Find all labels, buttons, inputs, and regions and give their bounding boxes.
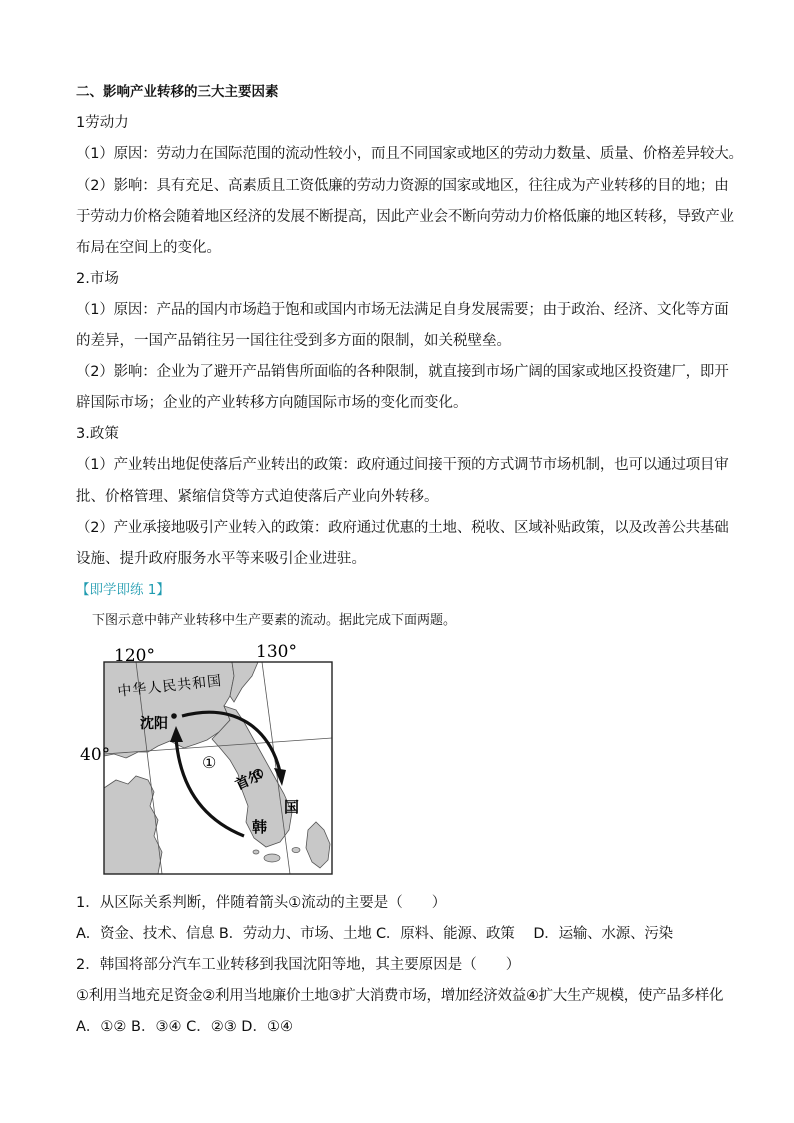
market-reason-line: 的差异，一国产品销往另一国往往受到多方面的限制，如关税壁垒。 <box>76 333 511 349</box>
policy-in-line: 设施、提升政府服务水平等来吸引企业进驻。 <box>76 551 366 567</box>
shenyang-dot <box>171 713 177 719</box>
practice-tag: 【即学即练 1】 <box>76 582 170 598</box>
label-120: 120° <box>114 646 155 666</box>
policy-in-line: （2）产业承接地吸引产业转入的政策：政府通过优惠的土地、税收、区域补贴政策，以及改善公共基础 <box>76 520 729 536</box>
labor-impact-line: 布局在空间上的变化。 <box>76 240 221 256</box>
labor-impact-line: 于劳动力价格会随着地区经济的发展不断提高，因此产业会不断向劳动力价格低廉的地区转移，导致产业 <box>76 209 734 225</box>
label-40: 40° <box>80 745 111 765</box>
labor-reason: （1）原因：劳动力在国际范围的流动性较小，而且不同国家或地区的劳动力数量、质量、价格差异较大。 <box>76 146 743 162</box>
question-2-items: ①利用当地充足资金②利用当地廉价土地③扩大消费市场，增加经济效益④扩大生产规模，使产品多样化 <box>76 988 724 1004</box>
policy-out-line: （1）产业转出地促使落后产业转出的政策：政府通过间接干预的方式调节市场机制，也可以通过项目审 <box>76 457 729 473</box>
question-2: 2．韩国将部分汽车工业转移到我国沈阳等地，其主要原因是（ ） <box>76 957 521 973</box>
policy-out-line: 批、价格管理、紧缩信贷等方式迫使落后产业向外转移。 <box>76 489 439 505</box>
market-reason-line: （1）原因：产品的国内市场趋于饱和或国内市场无法满足自身发展需要；由于政治、经济、文化等方面 <box>76 302 729 318</box>
labor-impact-line: （2）影响：具有充足、高素质且工资低廉的劳动力资源的国家或地区，往往成为产业转移的目的地；由 <box>76 178 729 194</box>
korea-china-map <box>80 640 340 880</box>
label-korea-2: 国 <box>284 798 300 816</box>
label-arrow-1: ① <box>202 753 217 772</box>
question-1: 1．从区际关系判断，伴随着箭头①流动的主要是（ ） <box>76 895 447 911</box>
label-shenyang: 沈阳 <box>140 716 168 732</box>
section-title: 二、影响产业转移的三大主要因素 <box>76 84 279 100</box>
labor-heading: 1劳动力 <box>76 115 129 131</box>
label-china: 中华人民共和国 <box>116 673 223 700</box>
policy-heading: 3.政策 <box>76 426 119 442</box>
market-impact-line: （2）影响：企业为了避开产品销售所面临的各种限制，就直接到市场广阔的国家或地区投资建厂，即开 <box>76 364 729 380</box>
label-130: 130° <box>256 642 297 662</box>
question-2-options: A．①② B．③④ C．②③ D．①④ <box>76 1019 293 1035</box>
market-heading: 2.市场 <box>76 271 119 287</box>
practice-intro: 下图示意中韩产业转移中生产要素的流动。据此完成下面两题。 <box>92 613 457 628</box>
question-1-options: A．资金、技术、信息 B．劳动力、市场、土地 C．原料、能源、政策 D．运输、水源、污染 <box>76 926 673 942</box>
label-seoul: 首尔 <box>232 767 266 794</box>
label-korea-1: 韩 <box>252 818 268 836</box>
market-impact-line: 辟国际市场；企业的产业转移方向随国际市场的变化而变化。 <box>76 395 468 411</box>
